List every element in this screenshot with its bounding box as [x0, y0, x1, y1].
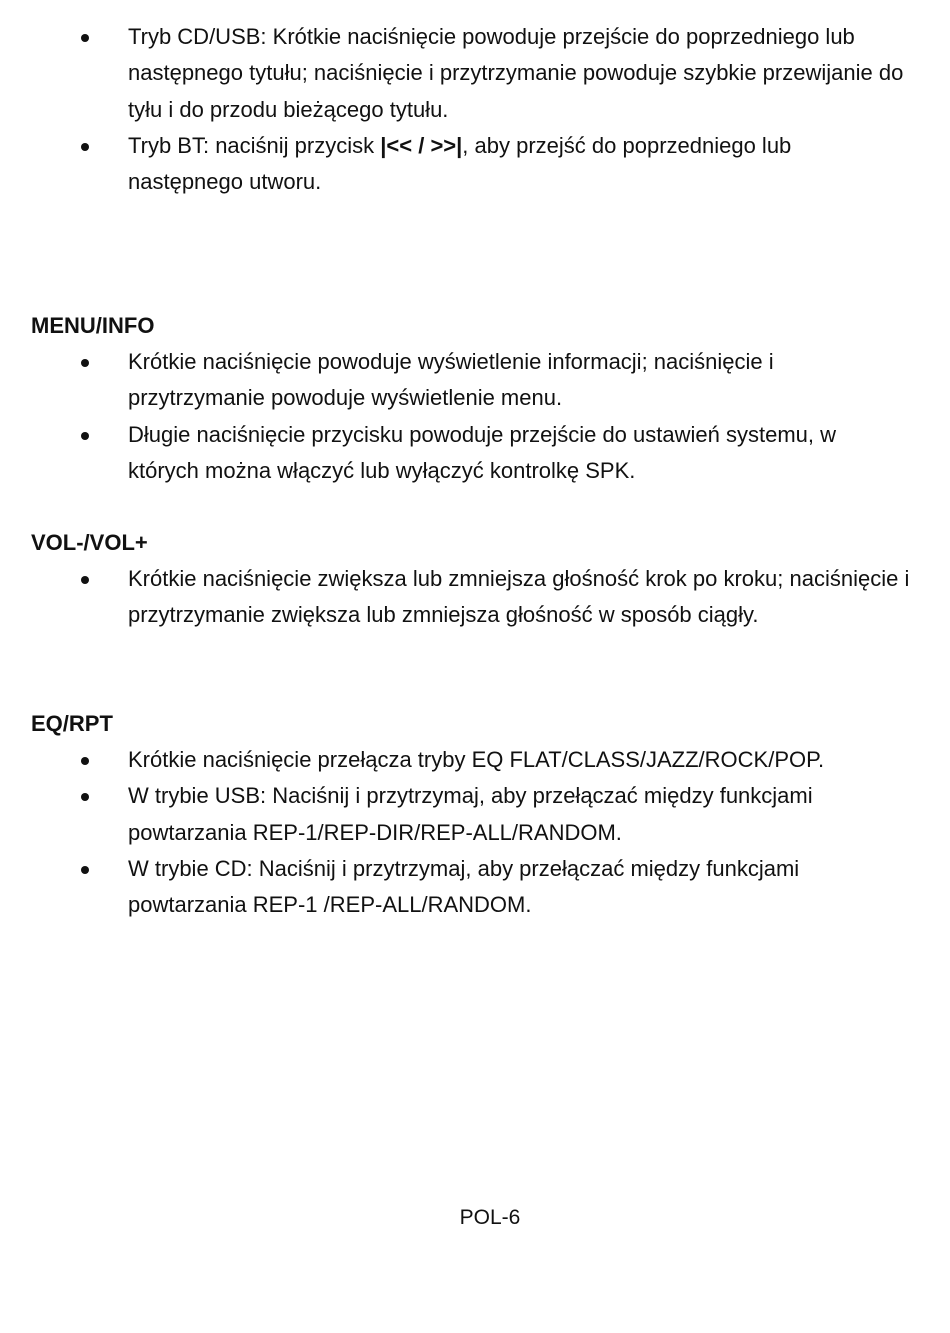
bullet-icon	[81, 793, 89, 801]
list-item	[0, 778, 950, 851]
list-item-text-after: , aby przejść do poprzedniego lub następnego utworu.	[128, 132, 792, 195]
list-item-text: W trybie CD: Naciśnij i przytrzymaj, aby przełączać między funkcjami powtarzania REP-1 /REP-ALL/RANDOM.	[128, 855, 800, 918]
section-heading-volume: VOL-/VOL+	[31, 530, 148, 555]
list-item-text: W trybie USB: Naciśnij i przytrzymaj, aby przełączać między funkcjami powtarzania REP-1/REP-DIR/REP-ALL/RANDOM.	[128, 783, 813, 845]
list-item-text: Krótkie naciśnięcie zwiększa lub zmniejsza głośność krok po kroku; naciśnięcie i przytrzymanie zwiększa lub zmniejsza głośność w sposób ciągły.	[128, 566, 910, 628]
list-item	[0, 561, 950, 634]
bullet-icon	[81, 432, 89, 440]
list-item	[0, 742, 950, 778]
bullet-icon	[81, 359, 89, 367]
list-item-text: Krótkie naciśnięcie powoduje wyświetlenie informacji; naciśnięcie i przytrzymanie powoduje wyświetlenie menu.	[128, 349, 774, 411]
list-item	[0, 19, 950, 128]
section-heading-eq-rpt: EQ/RPT	[31, 711, 113, 736]
list-item-text: Krótkie naciśnięcie przełącza tryby EQ FLAT/CLASS/JAZZ/ROCK/POP.	[128, 747, 825, 772]
list-item	[0, 128, 950, 201]
bullet-icon	[81, 757, 89, 765]
bullet-icon	[81, 143, 89, 151]
list-item	[0, 851, 950, 924]
list-item	[0, 344, 950, 417]
list-item	[0, 417, 950, 490]
bullet-icon	[81, 34, 89, 42]
menu-info-bullet-list	[0, 344, 950, 489]
list-item-text-before: Tryb BT: naciśnij przycisk	[128, 132, 381, 158]
section-heading-menu-info: MENU/INFO	[31, 313, 155, 338]
transport-bullet-list	[0, 19, 950, 200]
page-number: POL-6	[459, 1206, 521, 1229]
eq-rpt-bullet-list	[0, 742, 950, 923]
bullet-icon	[81, 576, 89, 584]
volume-bullet-list	[0, 561, 950, 634]
bullet-icon	[81, 866, 89, 874]
list-item-text: Tryb CD/USB: Krótkie naciśnięcie powoduje przejście do poprzedniego lub następnego tytułu; naciśnięcie i przytrzymanie powoduje szybkie przewijanie do tyłu i do przodu bieżącego tytułu.	[128, 24, 904, 122]
prev-next-symbol: |<< / >>|	[380, 132, 463, 158]
list-item-text: Długie naciśnięcie przycisku powoduje przejście do ustawień systemu, w których można włączyć lub wyłączyć kontrolkę SPK.	[128, 421, 836, 483]
